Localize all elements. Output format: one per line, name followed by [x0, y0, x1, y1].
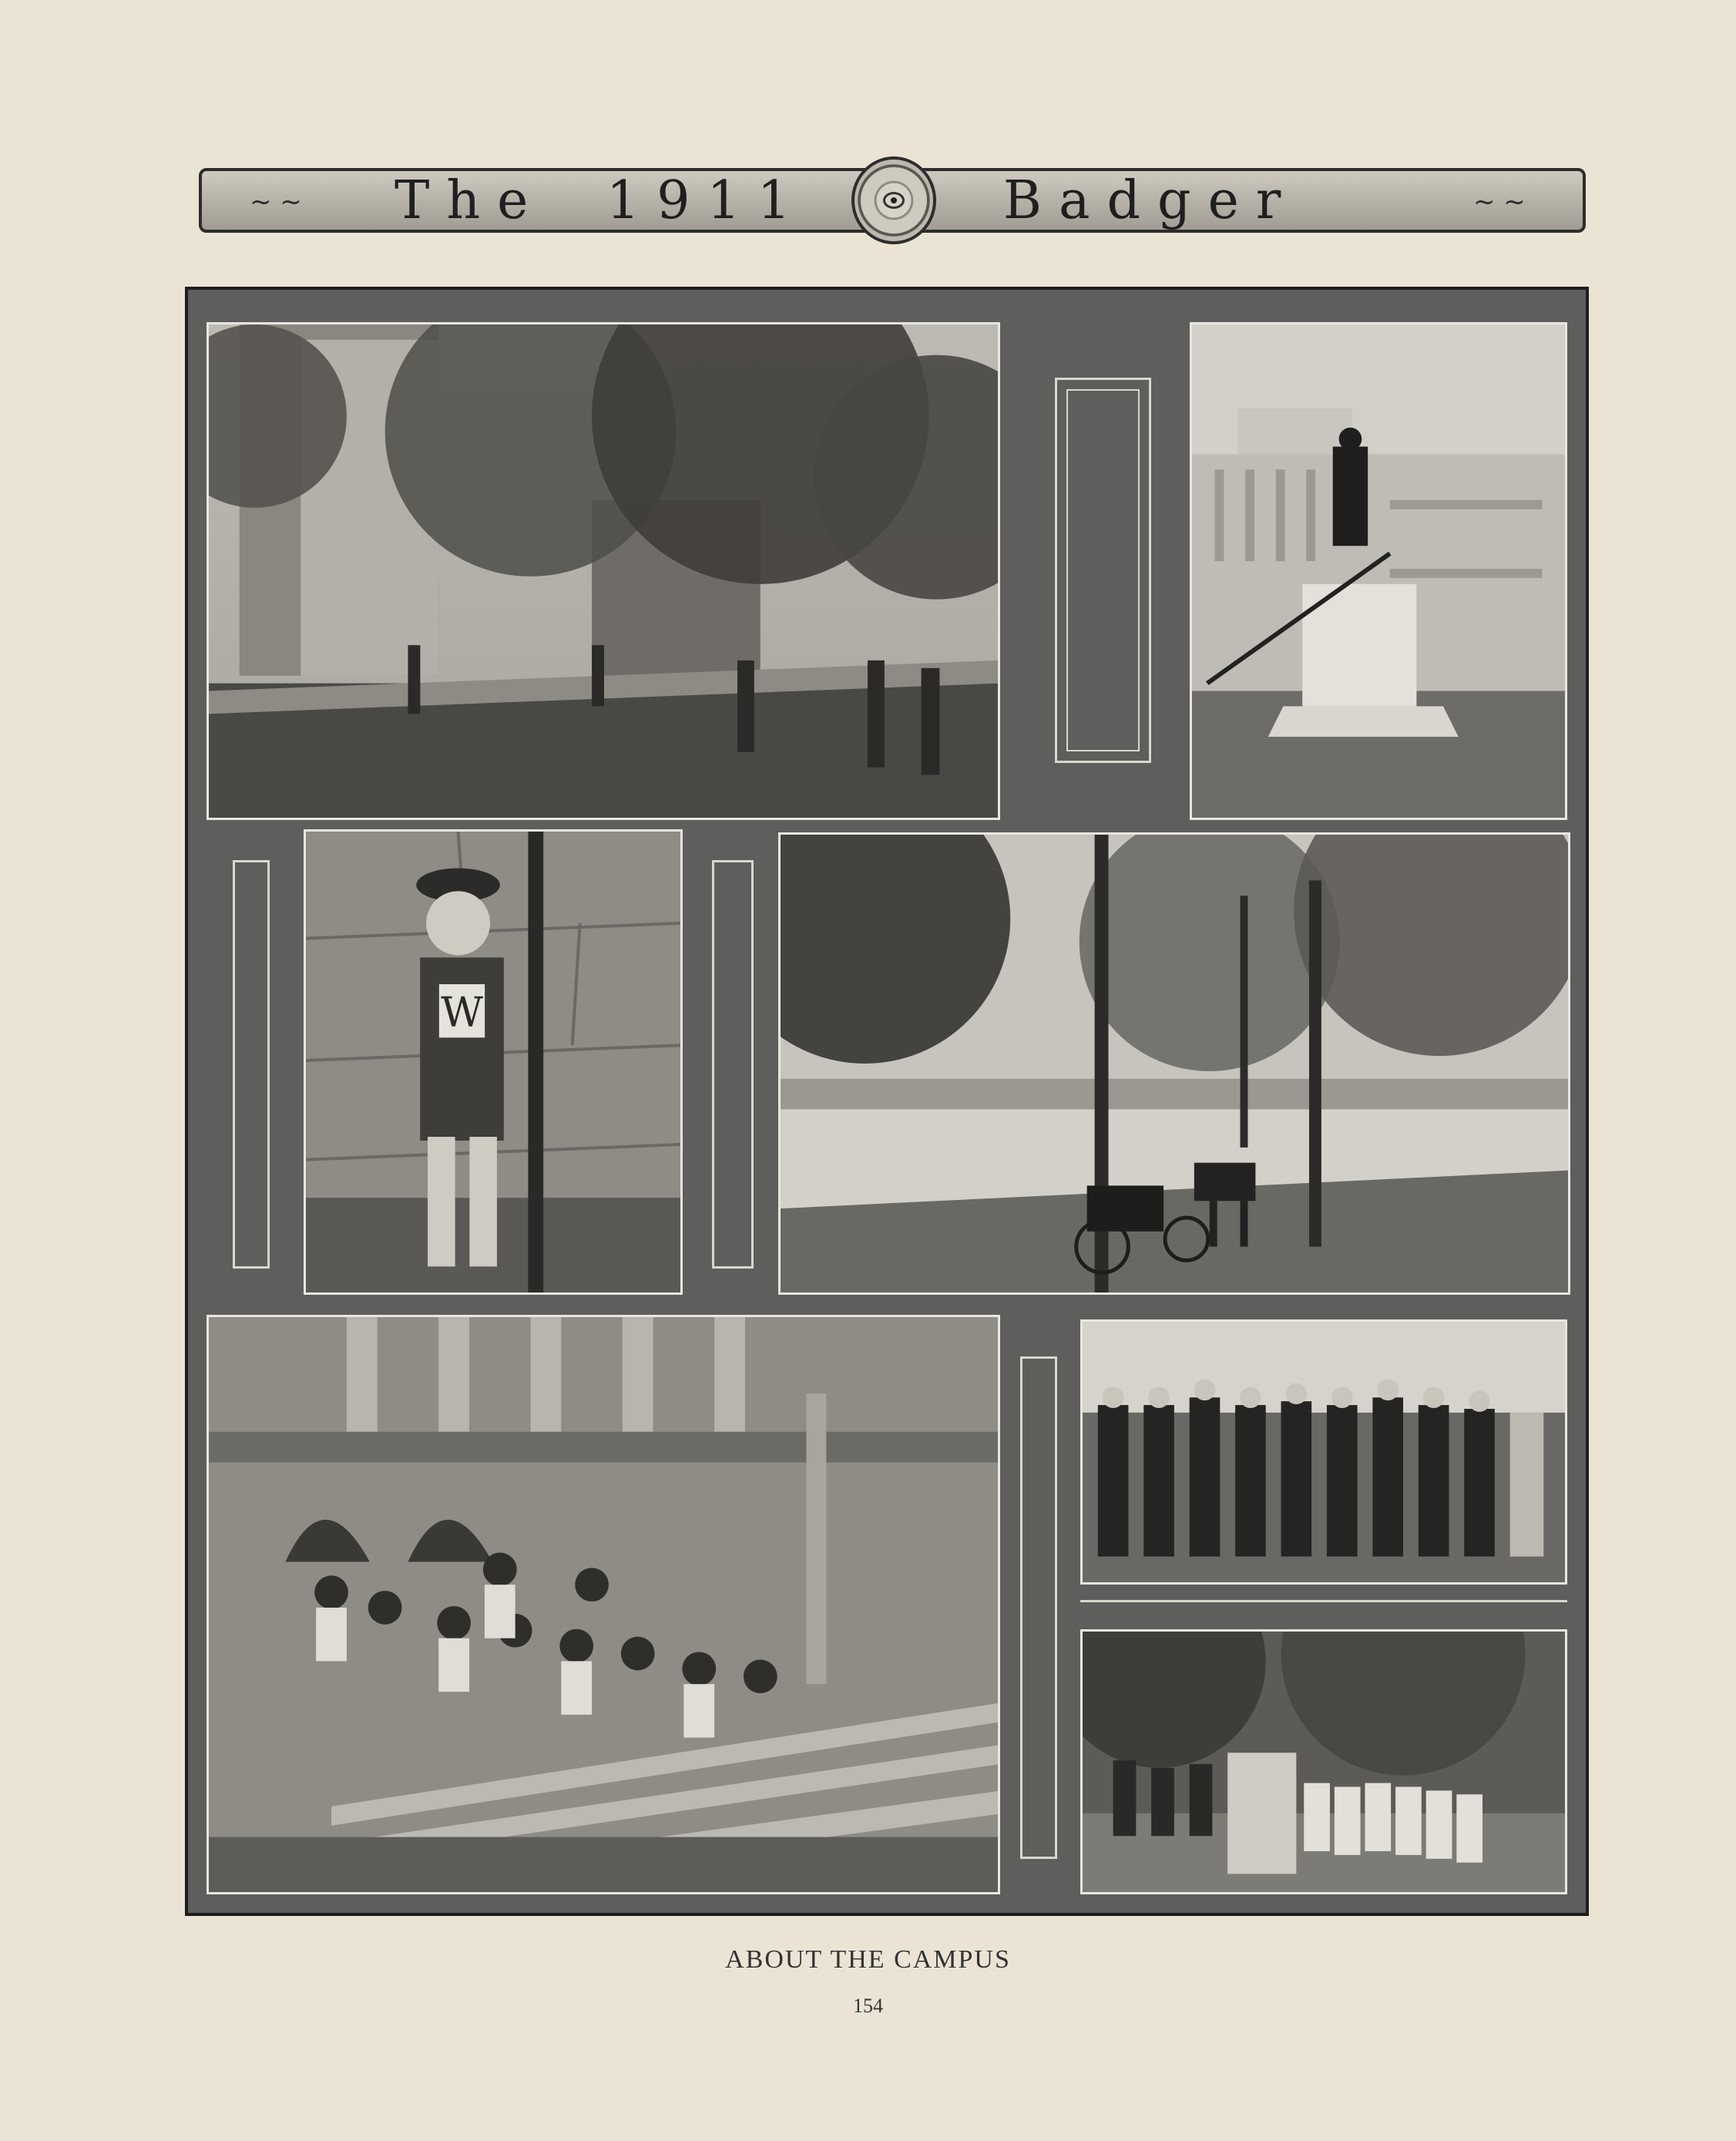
title-word-badger: Badger — [1003, 170, 1298, 231]
svg-text:W: W — [441, 987, 483, 1037]
decorative-bar — [1020, 1356, 1057, 1859]
flourish-ornament-icon: ~ ~ — [250, 187, 302, 217]
decorative-frame — [1055, 378, 1151, 763]
photo-group-around-pillar — [1080, 1629, 1567, 1894]
photo-group-around-pillar-image — [1083, 1632, 1565, 1892]
decorative-frame-inner — [1066, 389, 1140, 751]
title-year: 1911 — [606, 170, 808, 231]
divider-rule — [1080, 1600, 1567, 1602]
photo-street-with-buggy — [778, 832, 1570, 1295]
title-word-the: The — [395, 170, 546, 231]
photo-child-with-rifle — [304, 829, 683, 1295]
photo-group-of-men-image — [1083, 1322, 1565, 1582]
photo-crowd-on-steps — [207, 1315, 1000, 1894]
university-seal-icon — [851, 156, 936, 244]
photo-statue-image — [1192, 324, 1565, 818]
decorative-bar — [233, 860, 270, 1269]
seal-eye-icon — [883, 192, 905, 209]
photo-statue — [1190, 322, 1567, 820]
photo-child-with-rifle-image — [306, 832, 680, 1292]
photo-campus-building-image — [209, 324, 998, 818]
photo-crowd-on-steps-image — [209, 1317, 998, 1892]
page-number: 154 — [853, 1995, 883, 2017]
photo-street-with-buggy-image — [781, 835, 1568, 1292]
photo-panel — [185, 287, 1589, 1916]
flourish-ornament-icon: ~ ~ — [1473, 187, 1526, 217]
page-caption: ABOUT THE CAMPUS — [725, 1945, 1011, 1974]
decorative-bar — [712, 860, 754, 1269]
photo-campus-building — [207, 322, 1000, 820]
photo-group-of-men — [1080, 1319, 1567, 1585]
